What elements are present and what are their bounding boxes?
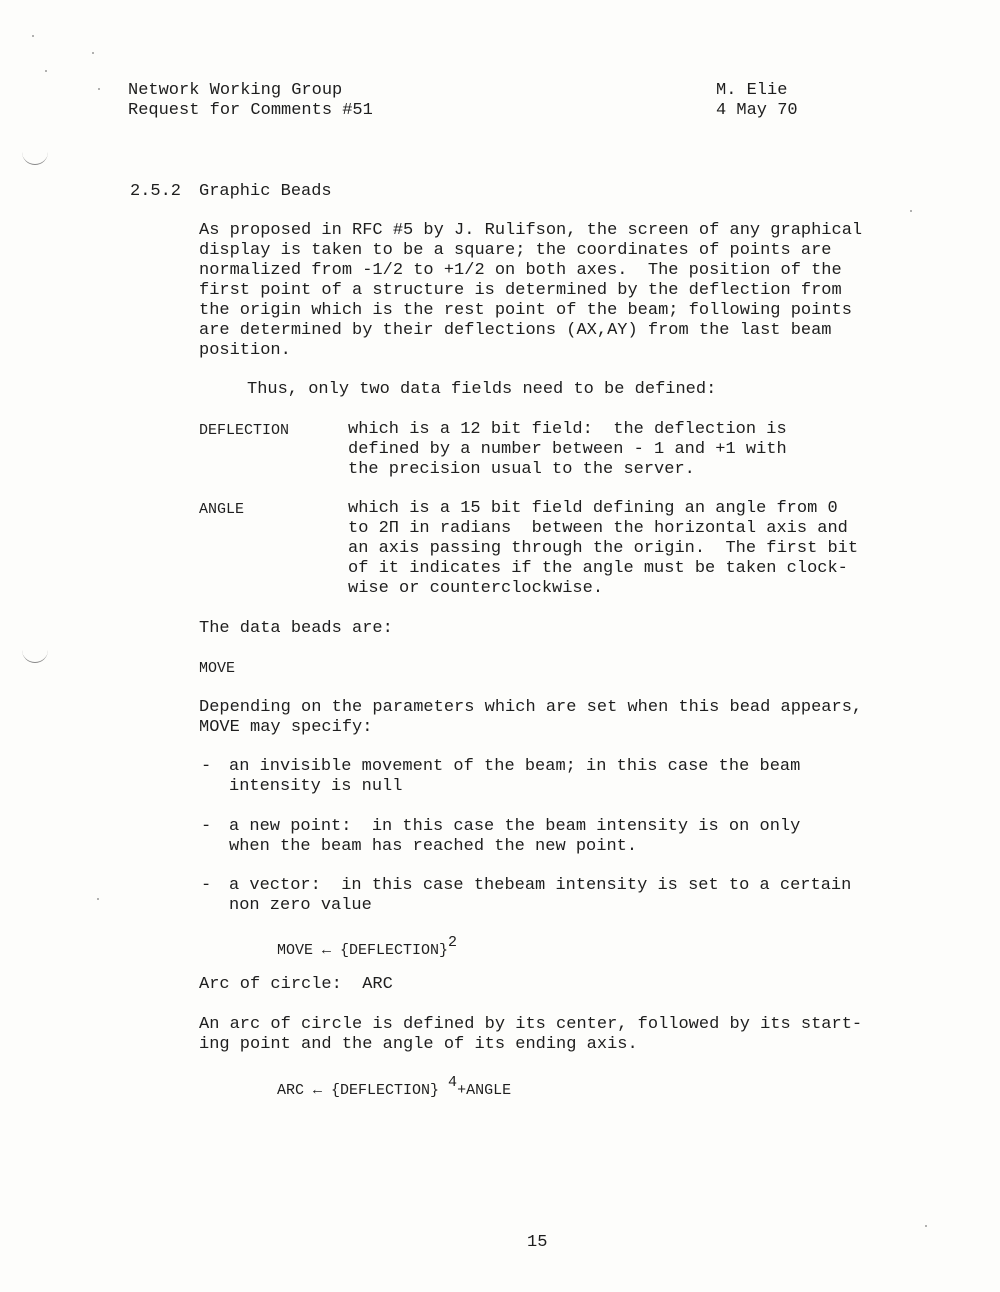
- move-formula-text: MOVE ← {DEFLECTION}: [277, 942, 449, 959]
- field-line: defined by a number between - 1 and +1 with: [348, 440, 787, 459]
- header-author: M. Elie: [716, 81, 788, 100]
- list-item-line: when the beam has reached the new point.: [229, 837, 638, 856]
- bullet: -: [201, 757, 212, 776]
- move-formula: [277, 935, 457, 961]
- scan-speck: [98, 88, 100, 90]
- scan-speck: [97, 898, 99, 900]
- arc-formula-exponent: 4: [448, 1074, 458, 1091]
- intro-line: first point of a structure is determined by the deflection from: [199, 281, 842, 300]
- intro-line: normalized from -1/2 to +1/2 on both axes. The position of the: [199, 261, 842, 280]
- list-item-line: intensity is null: [229, 777, 403, 796]
- bullet: -: [201, 817, 212, 836]
- beads-intro: The data beads are:: [199, 619, 393, 638]
- field-line: to 2Π in radians between the horizontal axis and: [348, 519, 848, 538]
- field-line: which is a 12 bit field: the deflection is: [348, 420, 787, 439]
- arc-formula: [277, 1075, 511, 1101]
- scan-mark: [22, 648, 48, 663]
- move-formula-exponent: 2: [448, 934, 458, 951]
- section-title: Graphic Beads: [199, 182, 332, 201]
- field-line: an axis passing through the origin. The first bit: [348, 539, 859, 558]
- list-item-line: an invisible movement of the beam; in this case the beam: [229, 757, 801, 776]
- list-item-line: a new point: in this case the beam intensity is on only: [229, 817, 801, 836]
- list-item-line: a vector: in this case thebeam intensity is set to a certain: [229, 876, 852, 895]
- field-term-angle: ANGLE: [199, 501, 245, 518]
- field-line: which is a 15 bit field defining an angle from 0: [348, 499, 838, 518]
- intro-line: display is taken to be a square; the coordinates of points are: [199, 241, 832, 260]
- arc-desc-line: ing point and the angle of its ending axis.: [199, 1035, 638, 1054]
- header-left-line2: Request for Comments #51: [128, 101, 373, 120]
- field-term-deflection: DEFLECTION: [199, 422, 290, 439]
- arc-formula-text: ARC ← {DEFLECTION}: [277, 1082, 440, 1099]
- scan-speck: [925, 1225, 927, 1227]
- section-number: 2.5.2: [130, 182, 182, 201]
- scan-speck: [32, 35, 34, 37]
- fields-intro: Thus, only two data fields need to be defined:: [247, 380, 717, 399]
- list-item-line: non zero value: [229, 896, 372, 915]
- scan-speck: [92, 52, 94, 54]
- move-heading: MOVE: [199, 660, 236, 677]
- page-number: 15: [527, 1233, 548, 1252]
- intro-line: As proposed in RFC #5 by J. Rulifson, the screen of any graphical: [199, 221, 863, 240]
- scan-mark: [22, 150, 48, 165]
- intro-line: are determined by their deflections (AX,AY) from the last beam: [199, 321, 832, 340]
- field-line: the precision usual to the server.: [348, 460, 695, 479]
- arc-desc-line: An arc of circle is defined by its center, followed by its start-: [199, 1015, 863, 1034]
- field-line: wise or counterclockwise.: [348, 579, 604, 598]
- scan-speck: [45, 70, 47, 72]
- arc-heading: Arc of circle: ARC: [199, 975, 393, 994]
- field-line: of it indicates if the angle must be taken clock-: [348, 559, 848, 578]
- move-desc-line: MOVE may specify:: [199, 718, 373, 737]
- arc-formula-tail: +ANGLE: [457, 1082, 512, 1099]
- intro-line: position.: [199, 341, 291, 360]
- header-date: 4 May 70: [716, 101, 798, 120]
- scan-speck: [910, 210, 912, 212]
- intro-line: the origin which is the rest point of the beam; following points: [199, 301, 852, 320]
- header-left-line1: Network Working Group: [128, 81, 343, 100]
- bullet: -: [201, 876, 212, 895]
- move-desc-line: Depending on the parameters which are set when this bead appears,: [199, 698, 863, 717]
